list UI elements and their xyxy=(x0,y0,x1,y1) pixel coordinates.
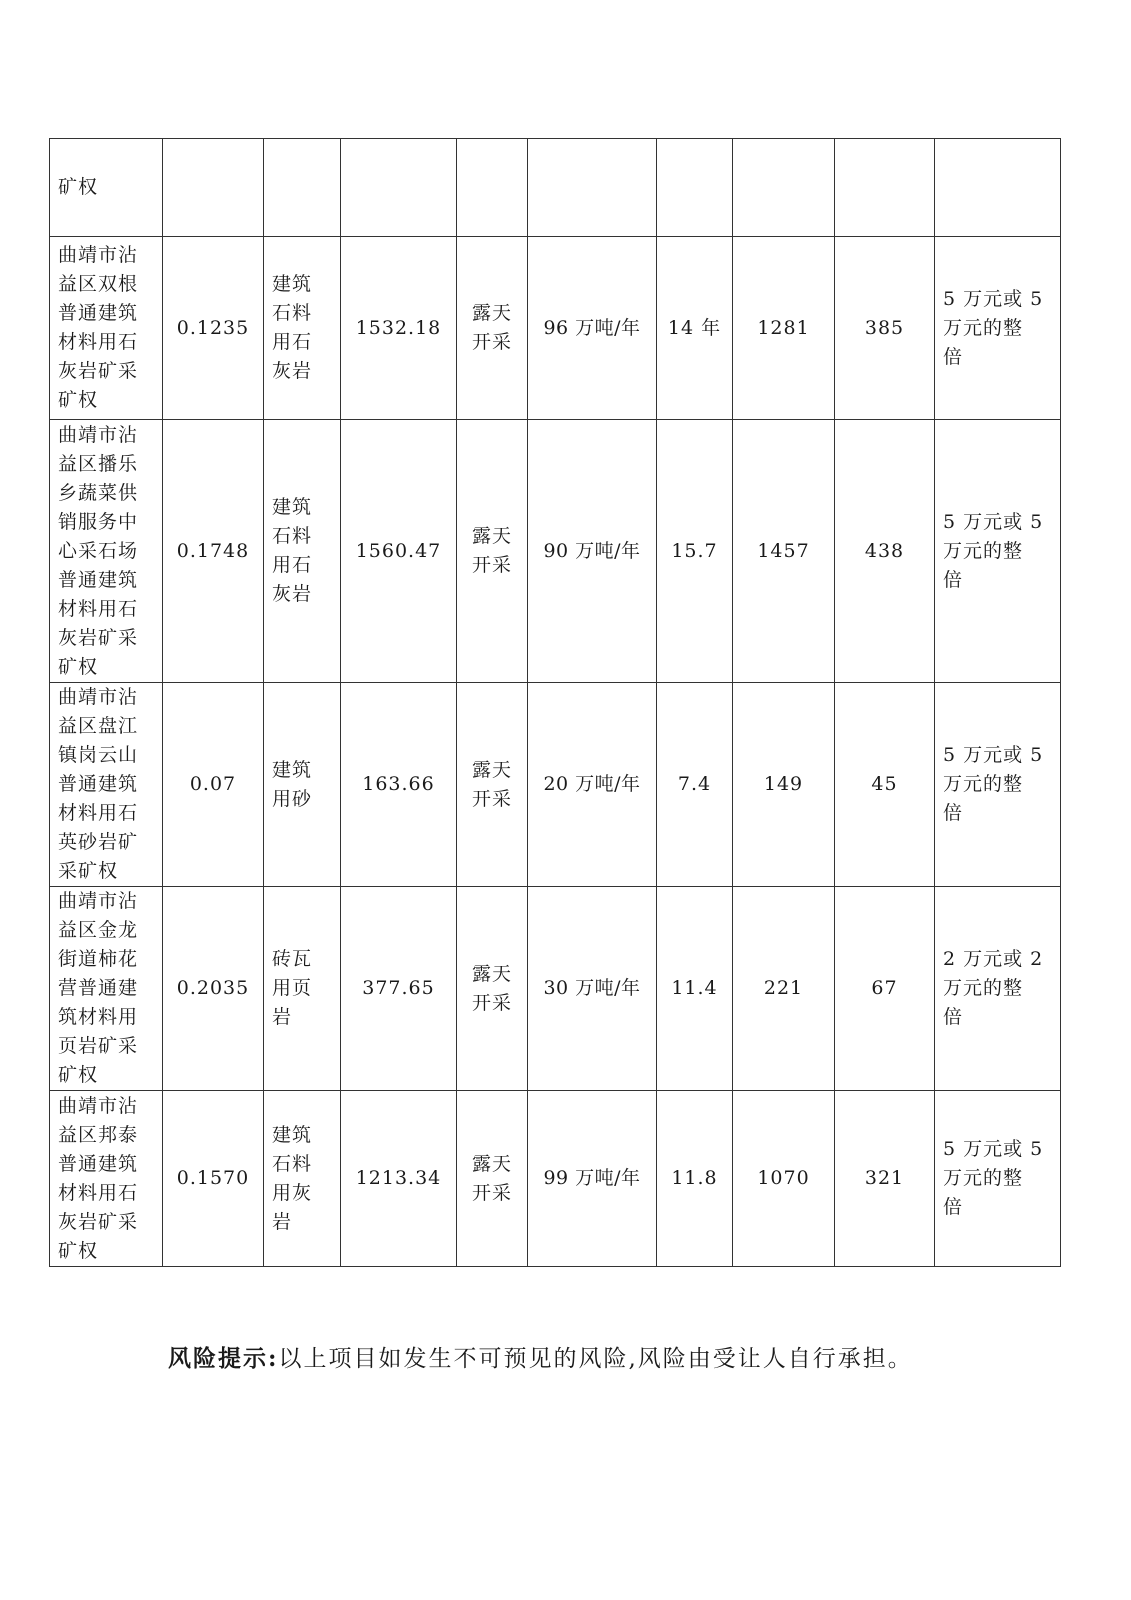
reserves-cell xyxy=(341,139,457,237)
starting-price-cell: 1070 xyxy=(733,1091,835,1267)
deposit-cell: 67 xyxy=(835,887,935,1091)
mine-name-cell: 矿权 xyxy=(50,139,163,237)
mineral-cell: 建筑 石料 用灰 岩 xyxy=(264,1091,341,1267)
capacity-cell: 20 万吨/年 xyxy=(528,683,657,887)
mining-rights-table xyxy=(49,138,1061,1267)
service-years-cell xyxy=(657,139,733,237)
reserves-cell: 1532.18 xyxy=(341,237,457,420)
area-cell: 0.1570 xyxy=(163,1091,264,1267)
mineral-cell xyxy=(264,139,341,237)
table-row xyxy=(50,1091,1061,1267)
capacity-cell: 30 万吨/年 xyxy=(528,887,657,1091)
capacity-cell: 99 万吨/年 xyxy=(528,1091,657,1267)
service-years-cell: 7.4 xyxy=(657,683,733,887)
starting-price-cell: 149 xyxy=(733,683,835,887)
bid-increment-cell xyxy=(935,139,1061,237)
starting-price-cell: 221 xyxy=(733,887,835,1091)
deposit-cell: 438 xyxy=(835,420,935,683)
bid-increment-cell: 5 万元或 5 万元的整 倍 xyxy=(935,237,1061,420)
bid-increment-cell: 2 万元或 2 万元的整 倍 xyxy=(935,887,1061,1091)
bid-increment-cell: 5 万元或 5 万元的整 倍 xyxy=(935,683,1061,887)
mine-name-cell: 曲靖市沾 益区邦泰 普通建筑 材料用石 灰岩矿采 矿权 xyxy=(50,1091,163,1267)
table-row xyxy=(50,420,1061,683)
mineral-cell: 砖瓦 用页 岩 xyxy=(264,887,341,1091)
mine-name-cell: 曲靖市沾 益区盘江 镇岗云山 普通建筑 材料用石 英砂岩矿 采矿权 xyxy=(50,683,163,887)
mining-method-cell: 露天 开采 xyxy=(457,683,528,887)
reserves-cell: 1560.47 xyxy=(341,420,457,683)
mineral-cell: 建筑 石料 用石 灰岩 xyxy=(264,420,341,683)
reserves-cell: 1213.34 xyxy=(341,1091,457,1267)
service-years-cell: 15.7 xyxy=(657,420,733,683)
deposit-cell: 385 xyxy=(835,237,935,420)
mining-method-cell: 露天 开采 xyxy=(457,237,528,420)
capacity-cell: 90 万吨/年 xyxy=(528,420,657,683)
area-cell: 0.1748 xyxy=(163,420,264,683)
table-row xyxy=(50,237,1061,420)
reserves-cell: 377.65 xyxy=(341,887,457,1091)
mineral-cell: 建筑 石料 用石 灰岩 xyxy=(264,237,341,420)
area-cell: 0.1235 xyxy=(163,237,264,420)
area-cell xyxy=(163,139,264,237)
capacity-cell xyxy=(528,139,657,237)
mining-method-cell: 露天 开采 xyxy=(457,887,528,1091)
area-cell: 0.07 xyxy=(163,683,264,887)
risk-notice-label: 风险提示: xyxy=(168,1345,279,1372)
area-cell: 0.2035 xyxy=(163,887,264,1091)
mineral-cell: 建筑 用砂 xyxy=(264,683,341,887)
mining-method-cell xyxy=(457,139,528,237)
mining-method-cell: 露天 开采 xyxy=(457,1091,528,1267)
mine-name-cell: 曲靖市沾 益区金龙 街道柿花 营普通建 筑材料用 页岩矿采 矿权 xyxy=(50,887,163,1091)
mine-name-cell: 曲靖市沾 益区双根 普通建筑 材料用石 灰岩矿采 矿权 xyxy=(50,237,163,420)
starting-price-cell: 1281 xyxy=(733,237,835,420)
table-row xyxy=(50,887,1061,1091)
starting-price-cell: 1457 xyxy=(733,420,835,683)
table-row xyxy=(50,683,1061,887)
mine-name-cell: 曲靖市沾 益区播乐 乡蔬菜供 销服务中 心采石场 普通建筑 材料用石 灰岩矿采 矿权 xyxy=(50,420,163,683)
risk-notice-text: 以上项目如发生不可预见的风险,风险由受让人自行承担。 xyxy=(278,1346,913,1372)
deposit-cell: 321 xyxy=(835,1091,935,1267)
table-row xyxy=(50,139,1061,237)
reserves-cell: 163.66 xyxy=(341,683,457,887)
service-years-cell: 11.4 xyxy=(657,887,733,1091)
deposit-cell: 45 xyxy=(835,683,935,887)
capacity-cell: 96 万吨/年 xyxy=(528,237,657,420)
service-years-cell: 11.8 xyxy=(657,1091,733,1267)
bid-increment-cell: 5 万元或 5 万元的整 倍 xyxy=(935,420,1061,683)
service-years-cell: 14 年 xyxy=(657,237,733,420)
risk-notice xyxy=(168,1340,913,1373)
bid-increment-cell: 5 万元或 5 万元的整 倍 xyxy=(935,1091,1061,1267)
mining-method-cell: 露天 开采 xyxy=(457,420,528,683)
starting-price-cell xyxy=(733,139,835,237)
deposit-cell xyxy=(835,139,935,237)
